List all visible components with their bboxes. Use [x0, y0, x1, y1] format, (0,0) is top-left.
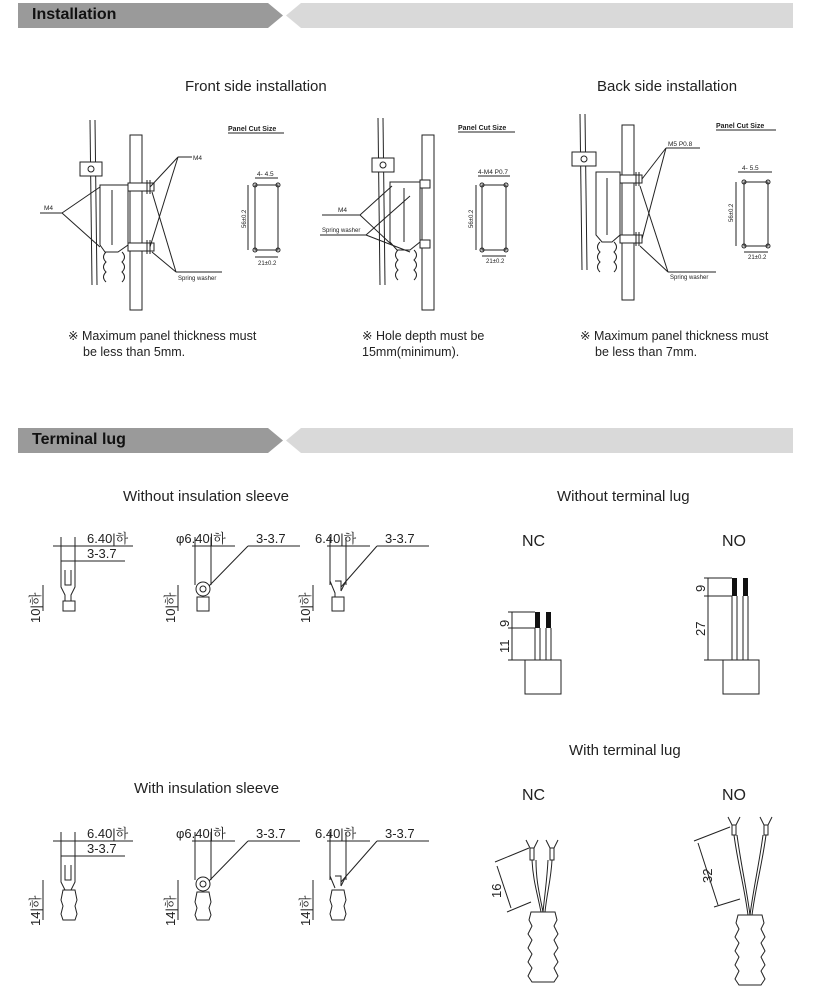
no-lug-dim: 32 — [700, 868, 715, 883]
installation-section-header — [18, 3, 793, 28]
front-install-diagram-2 — [300, 100, 540, 320]
nc-dim-a: 11 — [497, 639, 512, 653]
d3-height-label: 56±0.2 — [729, 203, 735, 222]
nc-wires-with-lug — [475, 820, 595, 992]
dim-337-label: 3-3.7 — [256, 531, 286, 546]
dim-640-label: 6.40|하 — [87, 826, 129, 841]
len-14-label: 14|하 — [28, 895, 43, 926]
front-side-caption: Front side installation — [185, 78, 327, 95]
dim-337-label: 3-3.7 — [385, 826, 415, 841]
dim-337-label: 3-3.7 — [256, 826, 286, 841]
nc-label-without-lug: NC — [522, 533, 546, 550]
d1-m4-top-label: M4 — [193, 155, 203, 162]
len-14-label: 14|하 — [163, 895, 178, 926]
no-label-without-lug: NO — [722, 533, 746, 550]
d1-width-label: 21±0.2 — [258, 261, 277, 267]
d2-spring-washer-label: Spring washer — [322, 228, 361, 234]
dim-640-label: 6.40|하 — [315, 531, 357, 546]
without-sleeve-caption: Without insulation sleeve — [123, 488, 289, 505]
d2-m4-label: M4 — [338, 207, 348, 214]
len-14-label: 14|하 — [298, 895, 313, 926]
front-install-diagram-1 — [0, 100, 300, 320]
nc-lug-dim: 16 — [489, 883, 504, 898]
d3-m5-label: M5 P0.8 — [668, 141, 693, 148]
dim-337-label: 3-3.7 — [385, 531, 415, 546]
d1-hole-label: 4- 4.5 — [257, 171, 274, 178]
lug-hook-with-sleeve — [295, 820, 445, 930]
dim-337-label: 3-3.7 — [87, 546, 117, 561]
len-10-label: 10|하 — [28, 592, 43, 623]
d3-hole-label: 4- 5.5 — [742, 165, 759, 172]
len-10-label: 10|하 — [163, 592, 178, 623]
dim-337-label: 3-3.7 — [87, 841, 117, 856]
header-light-band — [286, 3, 793, 28]
note-front-1: ※ Maximum panel thickness must be less than 5mm. — [68, 329, 257, 359]
header-light-band — [286, 428, 793, 453]
with-sleeve-caption: With insulation sleeve — [134, 780, 280, 797]
d2-width-label: 21±0.2 — [486, 259, 505, 265]
with-lug-caption: With terminal lug — [569, 742, 681, 759]
d2-panel-cut-size: Panel Cut Size — [458, 125, 507, 132]
note-back: ※ Maximum panel thickness must be less than 7mm. — [580, 329, 769, 359]
terminal-lug-title: Terminal lug — [32, 431, 126, 448]
no-wires-without-lug — [680, 560, 790, 710]
without-lug-caption: Without terminal lug — [557, 488, 690, 505]
d3-panel-cut-size: Panel Cut Size — [716, 123, 765, 130]
nc-wires-without-lug — [480, 560, 590, 710]
back-side-caption: Back side installation — [597, 78, 738, 95]
lug-hook-without-sleeve — [295, 525, 445, 625]
d1-spring-washer-label: Spring washer — [178, 276, 217, 282]
d2-hole-label: 4-M4 P0.7 — [478, 169, 508, 176]
nc-dim-b: 9 — [497, 619, 512, 627]
no-dim-a: 27 — [693, 621, 708, 636]
dim-640-label: 6.40|하 — [315, 826, 357, 841]
terminal-lug-section-header — [18, 428, 793, 453]
no-wires-with-lug — [680, 805, 800, 995]
back-install-diagram — [540, 100, 800, 320]
d3-spring-washer-label: Spring washer — [670, 275, 709, 281]
no-label-with-lug: NO — [722, 787, 746, 804]
lug-fork-with-sleeve — [25, 820, 165, 930]
nc-label-with-lug: NC — [522, 787, 546, 804]
dim-phi640-label: φ6.40|하 — [176, 531, 226, 546]
lug-ring-with-sleeve — [160, 820, 310, 930]
no-dim-b: 9 — [693, 584, 708, 592]
d1-m4-left-label: M4 — [44, 205, 54, 212]
d1-height-label: 56±0.2 — [242, 209, 248, 228]
note-front-2: ※ Hole depth must be 15mm(minimum). — [362, 329, 485, 359]
dim-640-label: 6.40|하 — [87, 531, 129, 546]
lug-ring-without-sleeve — [160, 525, 310, 625]
d2-height-label: 56±0.2 — [469, 209, 475, 228]
dim-phi640-label: φ6.40|하 — [176, 826, 226, 841]
lug-fork-without-sleeve — [25, 525, 165, 625]
d1-panel-cut-size: Panel Cut Size — [228, 126, 277, 133]
installation-title: Installation — [32, 6, 117, 23]
d3-width-label: 21±0.2 — [748, 255, 767, 261]
len-10-label: 10|하 — [298, 592, 313, 623]
